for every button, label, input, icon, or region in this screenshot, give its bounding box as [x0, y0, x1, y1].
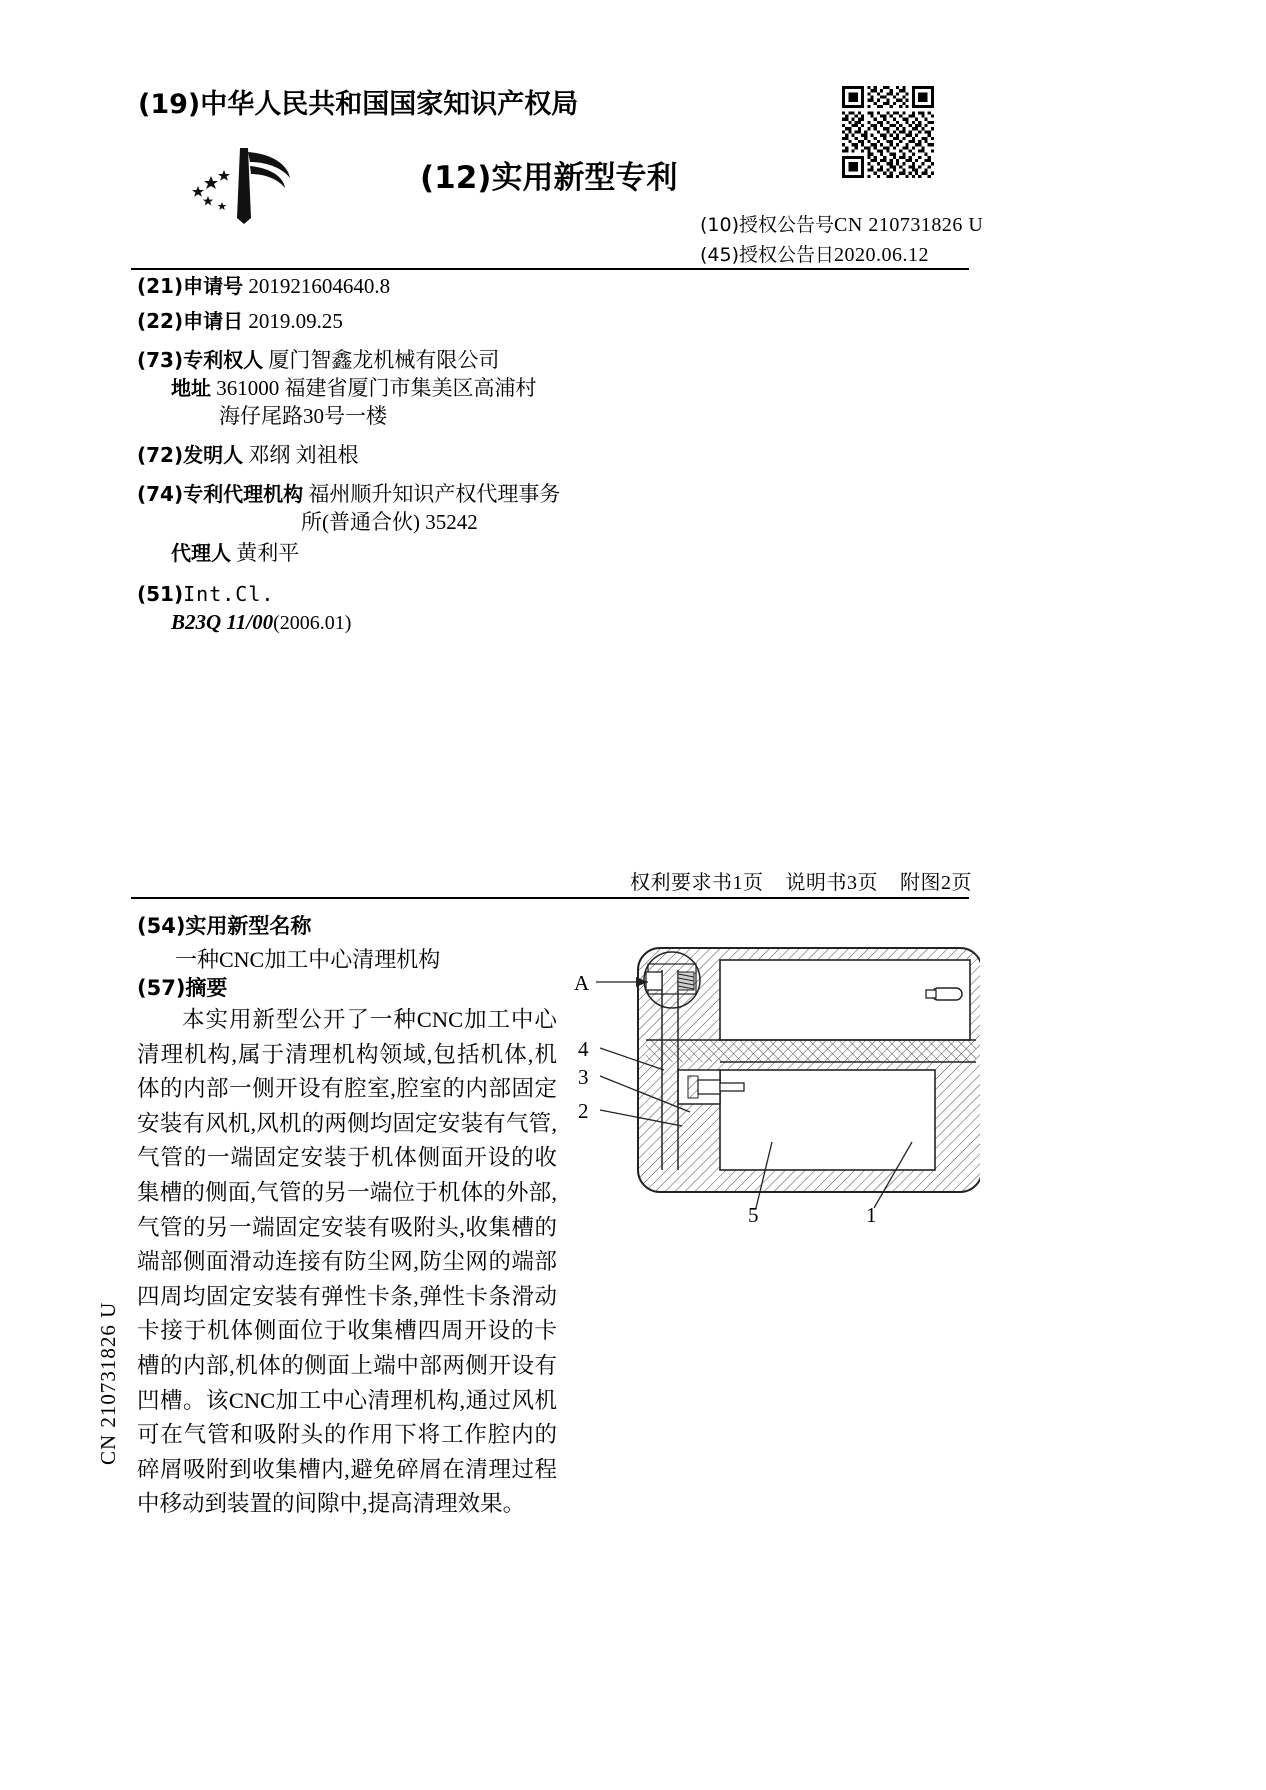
- cnipa-emblem-icon: [178, 140, 318, 230]
- pub-date-value: 2020.06.12: [834, 244, 930, 266]
- suction-head: [926, 988, 962, 1000]
- qr-code-icon: [842, 86, 934, 178]
- office-name: 中华人民共和国国家知识产权局: [200, 89, 579, 120]
- app-date-label: 申请日: [183, 309, 244, 333]
- bibliographic-data-block: [137, 276, 737, 640]
- address-line-2: 海仔尾路30号一楼: [219, 404, 387, 428]
- agency-label: 专利代理机构: [183, 482, 304, 506]
- figure-label-5: 5: [748, 1203, 759, 1227]
- application-date-row: [137, 311, 737, 332]
- inventor-code: (72): [137, 443, 184, 467]
- inventor-value: 邓纲 刘祖根: [248, 443, 359, 467]
- pub-date-label: 授权公告日: [739, 244, 835, 266]
- agency-row: [137, 484, 737, 505]
- abstract-code: (57): [137, 976, 186, 1000]
- figure-label-2: 2: [578, 1099, 589, 1123]
- agency-value-line-2: 所(普通合伙) 35242: [301, 510, 478, 534]
- doc-type-code: (12): [420, 160, 492, 196]
- ipc-version-value: (2006.01): [273, 612, 352, 634]
- ipc-class-row: [171, 612, 737, 633]
- separator-band: [646, 1040, 976, 1062]
- figure-label-1: 1: [866, 1203, 877, 1227]
- header-divider-rule: [131, 268, 969, 270]
- address-row-continued: [219, 406, 737, 427]
- agent-value: 黄利平: [236, 541, 300, 565]
- abstract-divider-rule: [131, 897, 969, 899]
- title-code: (54): [137, 914, 186, 938]
- pub-date-code: (45): [700, 244, 740, 266]
- assignee-row: [137, 350, 737, 371]
- figure-label-3: 3: [578, 1065, 589, 1089]
- publication-date-line: [700, 240, 929, 267]
- pub-no-value: CN 210731826 U: [834, 214, 984, 236]
- ipc-class-value: B23Q 11/00: [171, 610, 274, 634]
- assignee-label: 专利权人: [183, 348, 264, 372]
- ipc-label: Int.Cl.: [183, 582, 275, 606]
- utility-model-title: 一种CNC加工中心清理机构: [175, 947, 441, 972]
- app-no-value: 201921604640.8: [248, 274, 391, 298]
- assignee-code: (73): [137, 348, 184, 372]
- address-row: [171, 378, 737, 399]
- inventor-row: [137, 445, 737, 466]
- address-line-1: 361000 福建省厦门市集美区高浦村: [216, 376, 537, 400]
- claims-page-count: 权利要求书1页: [630, 872, 764, 894]
- title-label: 实用新型名称: [185, 914, 312, 938]
- pub-no-code: (10): [700, 214, 740, 236]
- app-no-code: (21): [137, 274, 184, 298]
- figure-label-A: A: [574, 971, 590, 995]
- inventor-label: 发明人: [183, 443, 244, 467]
- page-count-summary: [630, 866, 994, 895]
- assignee-value: 厦门智鑫龙机械有限公司: [268, 348, 500, 372]
- upper-chamber: [720, 960, 970, 1040]
- drawings-page-count: 附图2页: [900, 872, 972, 894]
- utility-model-title-heading: [137, 910, 311, 940]
- issuing-office-heading: [138, 82, 578, 121]
- ipc-row: [137, 584, 737, 605]
- pub-no-label: 授权公告号: [739, 214, 835, 236]
- publication-number-line: [700, 210, 983, 237]
- app-date-code: (22): [137, 309, 184, 333]
- side-publication-number: CN 210731826 U: [96, 1301, 120, 1465]
- agent-label: 代理人: [171, 541, 231, 565]
- ipc-code: (51): [137, 582, 184, 606]
- document-type-heading: [420, 152, 677, 197]
- address-label: 地址: [171, 376, 211, 400]
- agency-value-line-1: 福州顺升知识产权代理事务: [308, 482, 561, 506]
- figure-label-4: 4: [578, 1037, 589, 1061]
- abstract-label: 摘要: [185, 976, 228, 1000]
- patent-figure-drawing: [560, 930, 980, 1250]
- office-code: (19): [138, 89, 201, 120]
- lower-chamber: [720, 1070, 935, 1170]
- agency-code: (74): [137, 482, 184, 506]
- description-page-count: 说明书3页: [785, 872, 878, 894]
- agency-row-continued: [301, 512, 737, 533]
- agent-row: [171, 543, 737, 564]
- app-no-label: 申请号: [183, 274, 244, 298]
- abstract-heading: [137, 972, 227, 1002]
- app-date-value: 2019.09.25: [248, 309, 343, 333]
- application-number-row: [137, 276, 737, 297]
- abstract-text: 本实用新型公开了一种CNC加工中心清理机构,属于清理机构领域,包括机体,机体的内部一侧开设有腔室,腔室的内部固定安装有风机,风机的两侧均固定安装有气管,气管的一端固定安装于机体侧面开设的收集槽的侧面,气管的另一端位于机体的外部,气管的另一端固定安装有吸附头,收集槽的端部侧面滑动连接有防尘网,防尘网的端部四周均固定安装有弹性卡条,弹性卡条滑动卡接于机体侧面位于收集槽四周开设的卡槽的内部,机体的侧面上端中部两侧开设有凹槽。该CNC加工中心清理机构,通过风机可在气管和吸附头的作用下将工作腔内的碎屑吸附到收集槽内,避免碎屑在清理过程中移动到装置的间隙中,提高清理效果。: [137, 1007, 557, 1517]
- doc-type-label: 实用新型专利: [491, 160, 678, 196]
